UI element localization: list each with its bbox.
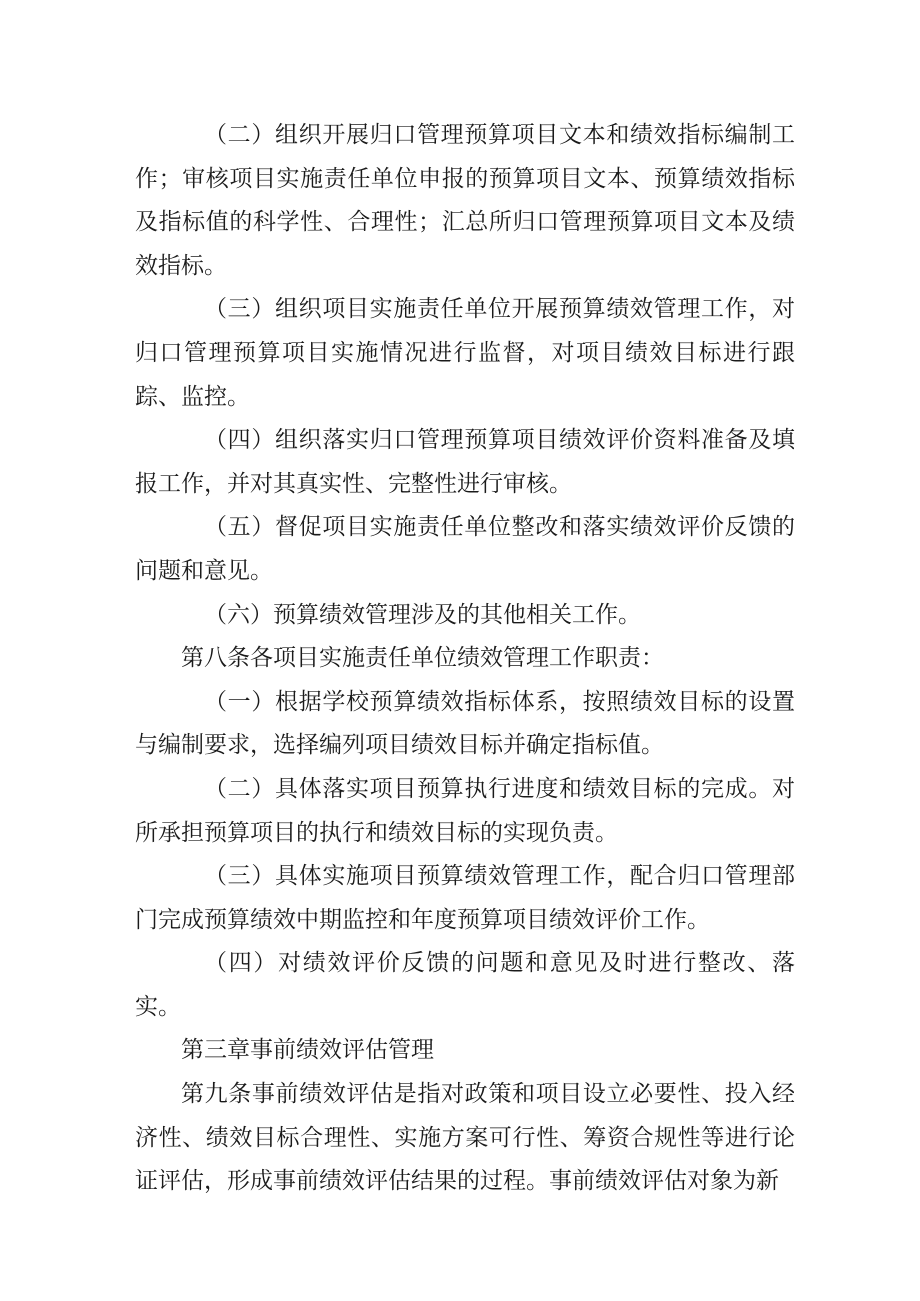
paragraph-unit-duty-1: （一）根据学校预算绩效指标体系，按照绩效目标的设置与编制要求，选择编列项目绩效目标并确定指标值。 <box>135 688 795 759</box>
paragraph-guikou-duty-2: （二）组织开展归口管理预算项目文本和绩效指标编制工作；审核项目实施责任单位申报的预算项目文本、预算绩效指标及指标值的科学性、合理性；汇总所归口管理预算项目文本及绩效指标。 <box>135 122 795 279</box>
paragraph-guikou-duty-3: （三）组织项目实施责任单位开展预算绩效管理工作，对归口管理预算项目实施情况进行监督，对项目绩效目标进行跟踪、监控。 <box>135 296 795 410</box>
paragraph-unit-duty-3: （三）具体实施项目预算绩效管理工作，配合归口管理部门完成预算绩效中期监控和年度预算项目绩效评价工作。 <box>135 863 795 933</box>
chapter-3-title: 第三章事前绩效评估管理 <box>181 1037 434 1064</box>
paragraph-guikou-duty-6: （六）预算绩效管理涉及的其他相关工作。 <box>204 601 641 628</box>
paragraph-unit-duty-4: （四）对绩效评价反馈的问题和意见及时进行整改、落实。 <box>135 950 795 1020</box>
paragraph-unit-duty-2: （二）具体落实项目预算执行进度和绩效目标的完成。对所承担预算项目的执行和绩效目标的实现负责。 <box>135 775 795 846</box>
paragraph-guikou-duty-5: （五）督促项目实施责任单位整改和落实绩效评价反馈的问题和意见。 <box>135 514 795 584</box>
article-9-paragraph: 第九条事前绩效评估是指对政策和项目设立必要性、投入经济性、绩效目标合理性、实施方案可行性、筹资合规性等进行论证评估，形成事前绩效评估结果的过程。事前绩效评估对象为新 <box>135 1081 795 1195</box>
paragraph-guikou-duty-4: （四）组织落实归口管理预算项目绩效评价资料准备及填报工作，并对其真实性、完整性进行审核。 <box>135 427 795 497</box>
document-body <box>135 114 795 1204</box>
article-8-heading: 第八条各项目实施责任单位绩效管理工作职责： <box>181 645 664 672</box>
